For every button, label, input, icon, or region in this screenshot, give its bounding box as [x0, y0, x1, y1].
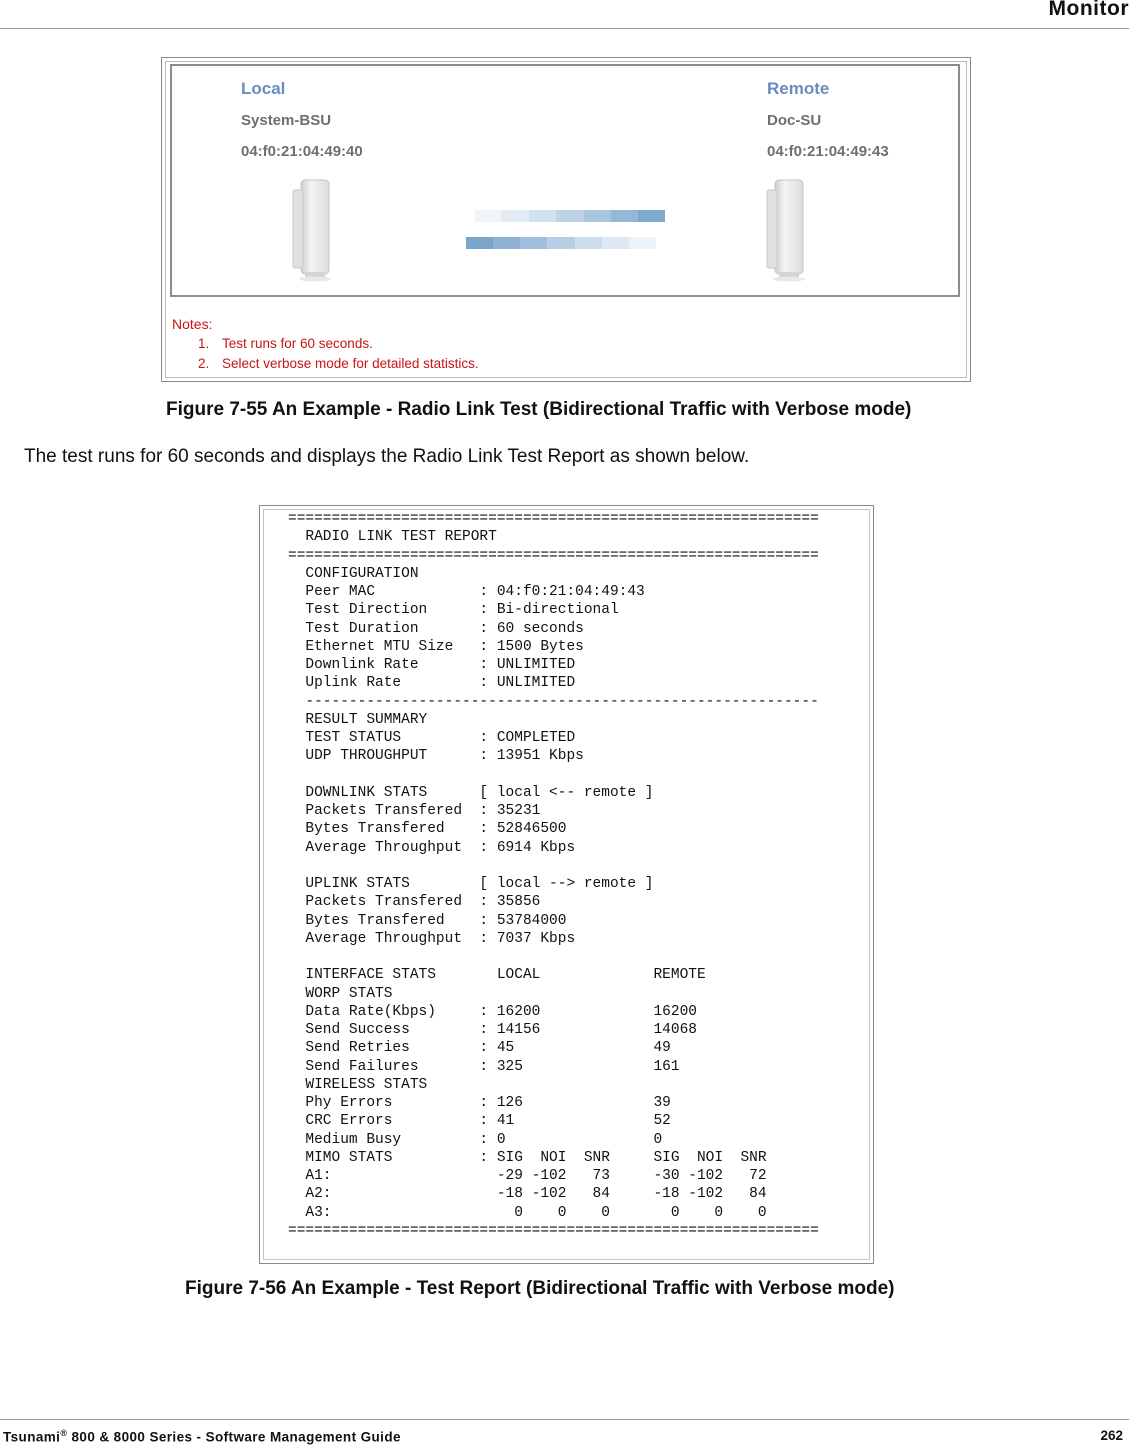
figure-55-caption: Figure 7-55 An Example - Radio Link Test (Bidirectional Traffic with Verbose mode)	[166, 399, 912, 420]
remote-heading: Remote	[767, 79, 830, 98]
report-line: TEST STATUS : COMPLETED	[288, 730, 576, 746]
footer-divider	[0, 1419, 1129, 1420]
report-line: Bytes Transfered : 52846500	[288, 821, 567, 838]
report-line: Test Duration : 60 seconds	[288, 620, 584, 637]
local-heading: Local	[241, 79, 286, 98]
report-line: MIMO STATS : SIG NOI SNR SIG NOI SNR	[288, 1149, 767, 1166]
report-line	[288, 766, 819, 784]
report-line: Average Throughput : 7037 Kbps	[288, 930, 576, 947]
header-divider	[0, 28, 1129, 29]
report-line: A2: -18 -102 84 -18 -102 84	[288, 1186, 767, 1203]
report-line: CONFIGURATION	[288, 565, 419, 582]
report-line: Average Throughput : 6914 Kbps	[288, 839, 576, 856]
test-report-text	[288, 510, 819, 1240]
report-line: WIRELESS STATS	[288, 1076, 428, 1093]
report-line: INTERFACE STATS LOCAL REMOTE	[288, 967, 706, 984]
report-line: Test Direction : Bi-directional	[288, 602, 619, 619]
report-line: Data Rate(Kbps) : 16200 16200	[288, 1003, 697, 1020]
local-mac-address: 04:f0:21:04:49:40	[241, 143, 363, 160]
report-line: UPLINK STATS [ local --> remote ]	[288, 876, 654, 892]
report-line: Uplink Rate : UNLIMITED	[288, 675, 576, 692]
report-line: =============================================================	[288, 1222, 819, 1239]
report-line: CRC Errors : 41 52	[288, 1113, 671, 1130]
remote-radio-device-icon	[765, 176, 807, 282]
body-paragraph: The test runs for 60 seconds and displays the Radio Link Test Report as shown below.	[24, 446, 750, 467]
report-line: Bytes Transfered : 53784000	[288, 912, 567, 929]
footer-subtitle: 800 & 8000 Series - Software Management Guide	[67, 1429, 401, 1445]
report-line: Downlink Rate : UNLIMITED	[288, 657, 576, 673]
report-line: -----------------------------------------------------------	[288, 693, 819, 710]
report-line: Ethernet MTU Size : 1500 Bytes	[288, 638, 584, 655]
report-line: Send Retries : 45 49	[288, 1040, 671, 1057]
footer-brand: Tsunami	[3, 1429, 61, 1445]
page-number: 262	[1100, 1428, 1123, 1443]
report-line: WORP STATS	[288, 985, 393, 1002]
report-line: DOWNLINK STATS [ local <-- remote ]	[288, 784, 654, 801]
report-line: Send Failures : 325 161	[288, 1058, 680, 1075]
report-line: Peer MAC : 04:f0:21:04:49:43	[288, 584, 645, 600]
figure-56-caption: Figure 7-56 An Example - Test Report (Bidirectional Traffic with Verbose mode)	[185, 1278, 895, 1299]
local-radio-device-icon	[291, 176, 333, 282]
report-line	[288, 948, 819, 966]
registered-mark: ®	[60, 1428, 68, 1438]
report-line: Packets Transfered : 35856	[288, 894, 541, 911]
report-line: A1: -29 -102 73 -30 -102 72	[288, 1168, 767, 1184]
link-status-panel	[170, 64, 960, 297]
report-line: A3: 0 0 0 0 0 0	[288, 1204, 767, 1221]
report-line: RADIO LINK TEST REPORT	[288, 529, 497, 546]
transmit-bar-uplink	[475, 210, 665, 222]
radio-link-test-figure	[161, 57, 971, 382]
note-text: Select verbose mode for detailed statistics.	[222, 356, 479, 371]
report-line: Packets Transfered : 35231	[288, 803, 541, 819]
report-line: UDP THROUGHPUT : 13951 Kbps	[288, 748, 584, 765]
report-line: Phy Errors : 126 39	[288, 1095, 671, 1111]
report-line: =============================================================	[288, 547, 819, 564]
remote-device-name: Doc-SU	[767, 112, 822, 129]
notes-title: Notes:	[172, 316, 213, 332]
note-number: 1.	[198, 336, 210, 351]
note-text: Test runs for 60 seconds.	[222, 336, 373, 351]
note-number: 2.	[198, 356, 210, 371]
remote-mac-address: 04:f0:21:04:49:43	[767, 143, 889, 160]
report-line	[288, 857, 819, 875]
page-header-title: Monitor	[1048, 0, 1129, 20]
report-line: Send Success : 14156 14068	[288, 1022, 697, 1038]
local-device-name: System-BSU	[241, 112, 332, 129]
transmit-bar-downlink	[466, 237, 656, 249]
footer-document-title	[3, 1428, 401, 1445]
report-line: RESULT SUMMARY	[288, 711, 428, 728]
report-line: Medium Busy : 0 0	[288, 1131, 663, 1148]
report-line: =============================================================	[288, 511, 819, 527]
test-report-figure	[259, 505, 874, 1264]
